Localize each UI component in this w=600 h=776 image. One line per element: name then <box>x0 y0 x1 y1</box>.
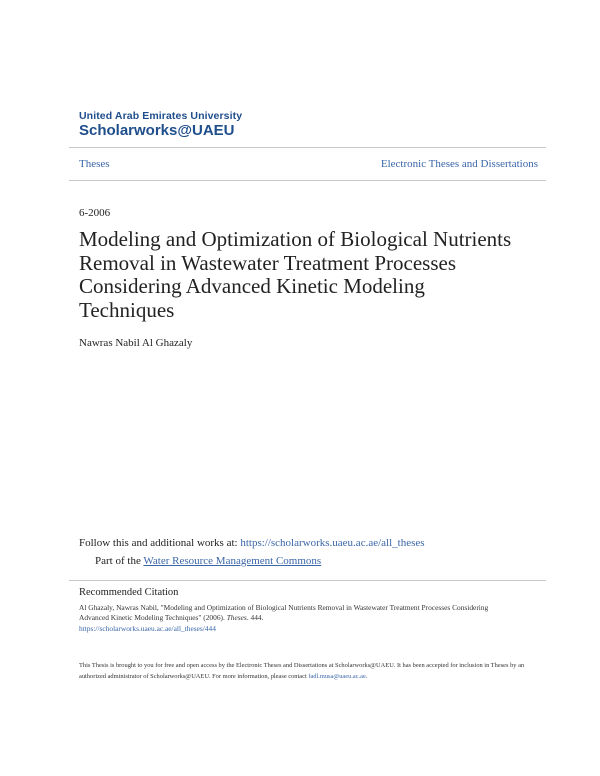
university-name: United Arab Emirates University <box>79 110 243 122</box>
citation-heading: Recommended Citation <box>79 587 179 598</box>
part-of-line <box>95 555 321 567</box>
follow-line <box>79 537 425 549</box>
theses-link[interactable]: Theses <box>79 158 110 170</box>
publication-date: 6-2006 <box>79 207 111 219</box>
document-title: Modeling and Optimization of Biological Nutrients Removal in Wastewater Treatment Processes Considering Advanced Kinetic Modeling Techniques <box>79 227 512 322</box>
etd-collection-link[interactable]: Electronic Theses and Dissertations <box>380 158 538 170</box>
part-of-label: Part of the <box>95 555 144 567</box>
commons-link[interactable]: Water Resource Management Commons <box>143 555 322 567</box>
citation-number: . 444. <box>246 613 264 623</box>
follow-url-link[interactable]: https://scholarworks.uaeu.ac.ae/all_theses <box>240 537 425 549</box>
citation-series: Theses <box>226 613 247 623</box>
access-notice-end: . <box>365 672 368 680</box>
citation-text <box>79 603 499 634</box>
author-name: Nawras Nabil Al Ghazaly <box>79 337 193 349</box>
access-notice-text: This Thesis is brought to you for free and open access by the Electronic Theses and Dissertations at Scholarworks@UAEU. It has been accepted for inclusion in Theses by an authorized administrator of Scholarworks@UAEU. For more information, please contact <box>79 662 525 680</box>
nav-divider <box>69 180 546 181</box>
follow-label: Follow this and additional works at: <box>79 537 241 549</box>
repository-link[interactable]: Scholarworks@UAEU <box>79 122 235 139</box>
citation-body: Al Ghazaly, Nawras Nabil, "Modeling and Optimization of Biological Nutrients Removal in Wastewater Treatment Processes Considering Advanced Kinetic Modeling Techniques" (2006). <box>79 603 489 623</box>
citation-divider <box>69 580 546 581</box>
access-notice <box>79 661 529 683</box>
citation-url-link[interactable]: https://scholarworks.uaeu.ac.ae/all_theses/444 <box>79 623 216 633</box>
contact-email-link[interactable]: fadl.musa@uaeu.ac.ae <box>308 672 366 680</box>
header-divider <box>69 147 546 148</box>
